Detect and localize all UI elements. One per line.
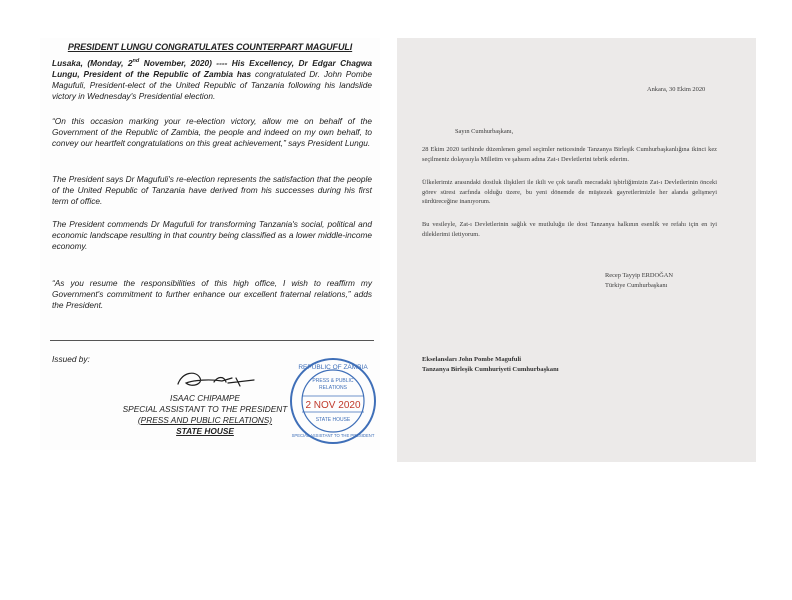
letter-date: Ankara, 30 Ekim 2020	[647, 86, 706, 93]
svg-text:2 NOV 2020: 2 NOV 2020	[305, 400, 361, 411]
signatory-office: STATE HOUSE	[176, 426, 234, 436]
signatory-name: ISAAC CHIPAMPE	[170, 393, 240, 403]
svg-text:PRESS & PUBLIC: PRESS & PUBLIC	[312, 378, 354, 384]
letter-salutation: Sayın Cumhurbaşkanı,	[455, 128, 514, 135]
press-release-paragraph-1	[52, 58, 372, 102]
issued-by-label: Issued by:	[52, 354, 90, 364]
press-release-paragraph-4: The President commends Dr Magufuli for transforming Tanzania's social, political and economic landscape resulting in that country being classified as a lower middle-income economy.	[52, 219, 372, 251]
press-release-title: PRESIDENT LUNGU CONGRATULATES COUNTERPART MAGUFULI	[67, 42, 353, 52]
letter-addressee-name: Ekselansları John Pombe Magufuli	[422, 356, 522, 363]
svg-text:STATE HOUSE: STATE HOUSE	[315, 417, 351, 423]
press-release-paragraph-2: “On this occasion marking your re-election victory, allow me on behalf of the Government of the Republic of Zambia, the people and indeed on my own behalf, to convey our heartfelt congratulations on this great achievement,” says President Lungu.	[52, 116, 372, 148]
zambia-press-release	[40, 38, 380, 450]
letter-paragraph-1: 28 Ekim 2020 tarihinde düzenlenen genel seçimler neticesinde Tanzanya Birleşik Cumhurbaşkanlığına ikinci kez seçilmeniz dolayısıyla Milletim ve şahsım adına Zat-ı Devletlerini tebrik ederim.	[422, 146, 717, 163]
signatory-unit: (PRESS AND PUBLIC RELATIONS)	[137, 415, 273, 425]
svg-text:REPUBLIC OF ZAMBIA: REPUBLIC OF ZAMBIA	[298, 364, 368, 371]
svg-text:SPECIAL ASSISTANT TO THE PRESI: SPECIAL ASSISTANT TO THE PRESIDENT	[291, 433, 375, 438]
letter-addressee-title: Tanzanya Birleşik Cumhuriyeti Cumhurbaşkanı	[422, 366, 559, 373]
paragraph-1-body: congratulated Dr. John Pombe Magufuli, President-elect of the United Republic of Tanzania following his landslide victory in Wednesday's Presidential election.	[52, 69, 372, 101]
divider	[50, 340, 374, 341]
signature-image	[170, 366, 260, 392]
letter-paragraph-3: Bu vesileyle, Zat-ı Devletlerinin sağlık ve mutluluğu ile dost Tanzanya halkının esenlik ve refahı için en iyi dileklerimi iletiyorum.	[422, 221, 717, 238]
letter-signer-title: Türkiye Cumhurbaşkanı	[605, 282, 668, 289]
letter-signer-name: Recep Tayyip ERDOĞAN	[605, 272, 673, 279]
dateline-ordinal: nd	[132, 58, 140, 65]
state-house-stamp	[288, 356, 378, 446]
dateline-rest: November, 2020) ---- His Excellency, Dr Edgar Chagwa Lungu, President of the Republic of Zambia has	[52, 58, 372, 79]
signatory-block	[120, 393, 290, 437]
signatory-role: SPECIAL ASSISTANT TO THE PRESIDENT	[122, 404, 288, 414]
letter-paragraph-2: Ülkelerimiz arasındaki dostluk ilişkileri ile ikili ve çok taraflı mecradaki işbirliğimizin Zat-ı Devletlerinin önceki görev süresi zarfında olduğu üzere, bu yeni dönemde de müştezek gayretlerimizle her alanda gelişmeyi sürdüreceğine inanıyorum.	[422, 179, 717, 206]
press-release-paragraph-5: “As you resume the responsibilities of this high office, I wish to reaffirm my Government's commitment to further enhance our excellent fraternal relations,” adds the President.	[52, 278, 372, 310]
turkish-letter	[397, 38, 756, 462]
dateline: Lusaka, (Monday, 2	[52, 58, 133, 68]
press-release-paragraph-3: The President says Dr Magufuli's re-election represents the satisfaction that the people of the United Republic of Tanzania have derived from his successes during his first term of office.	[52, 174, 372, 206]
svg-text:RELATIONS: RELATIONS	[319, 385, 347, 391]
